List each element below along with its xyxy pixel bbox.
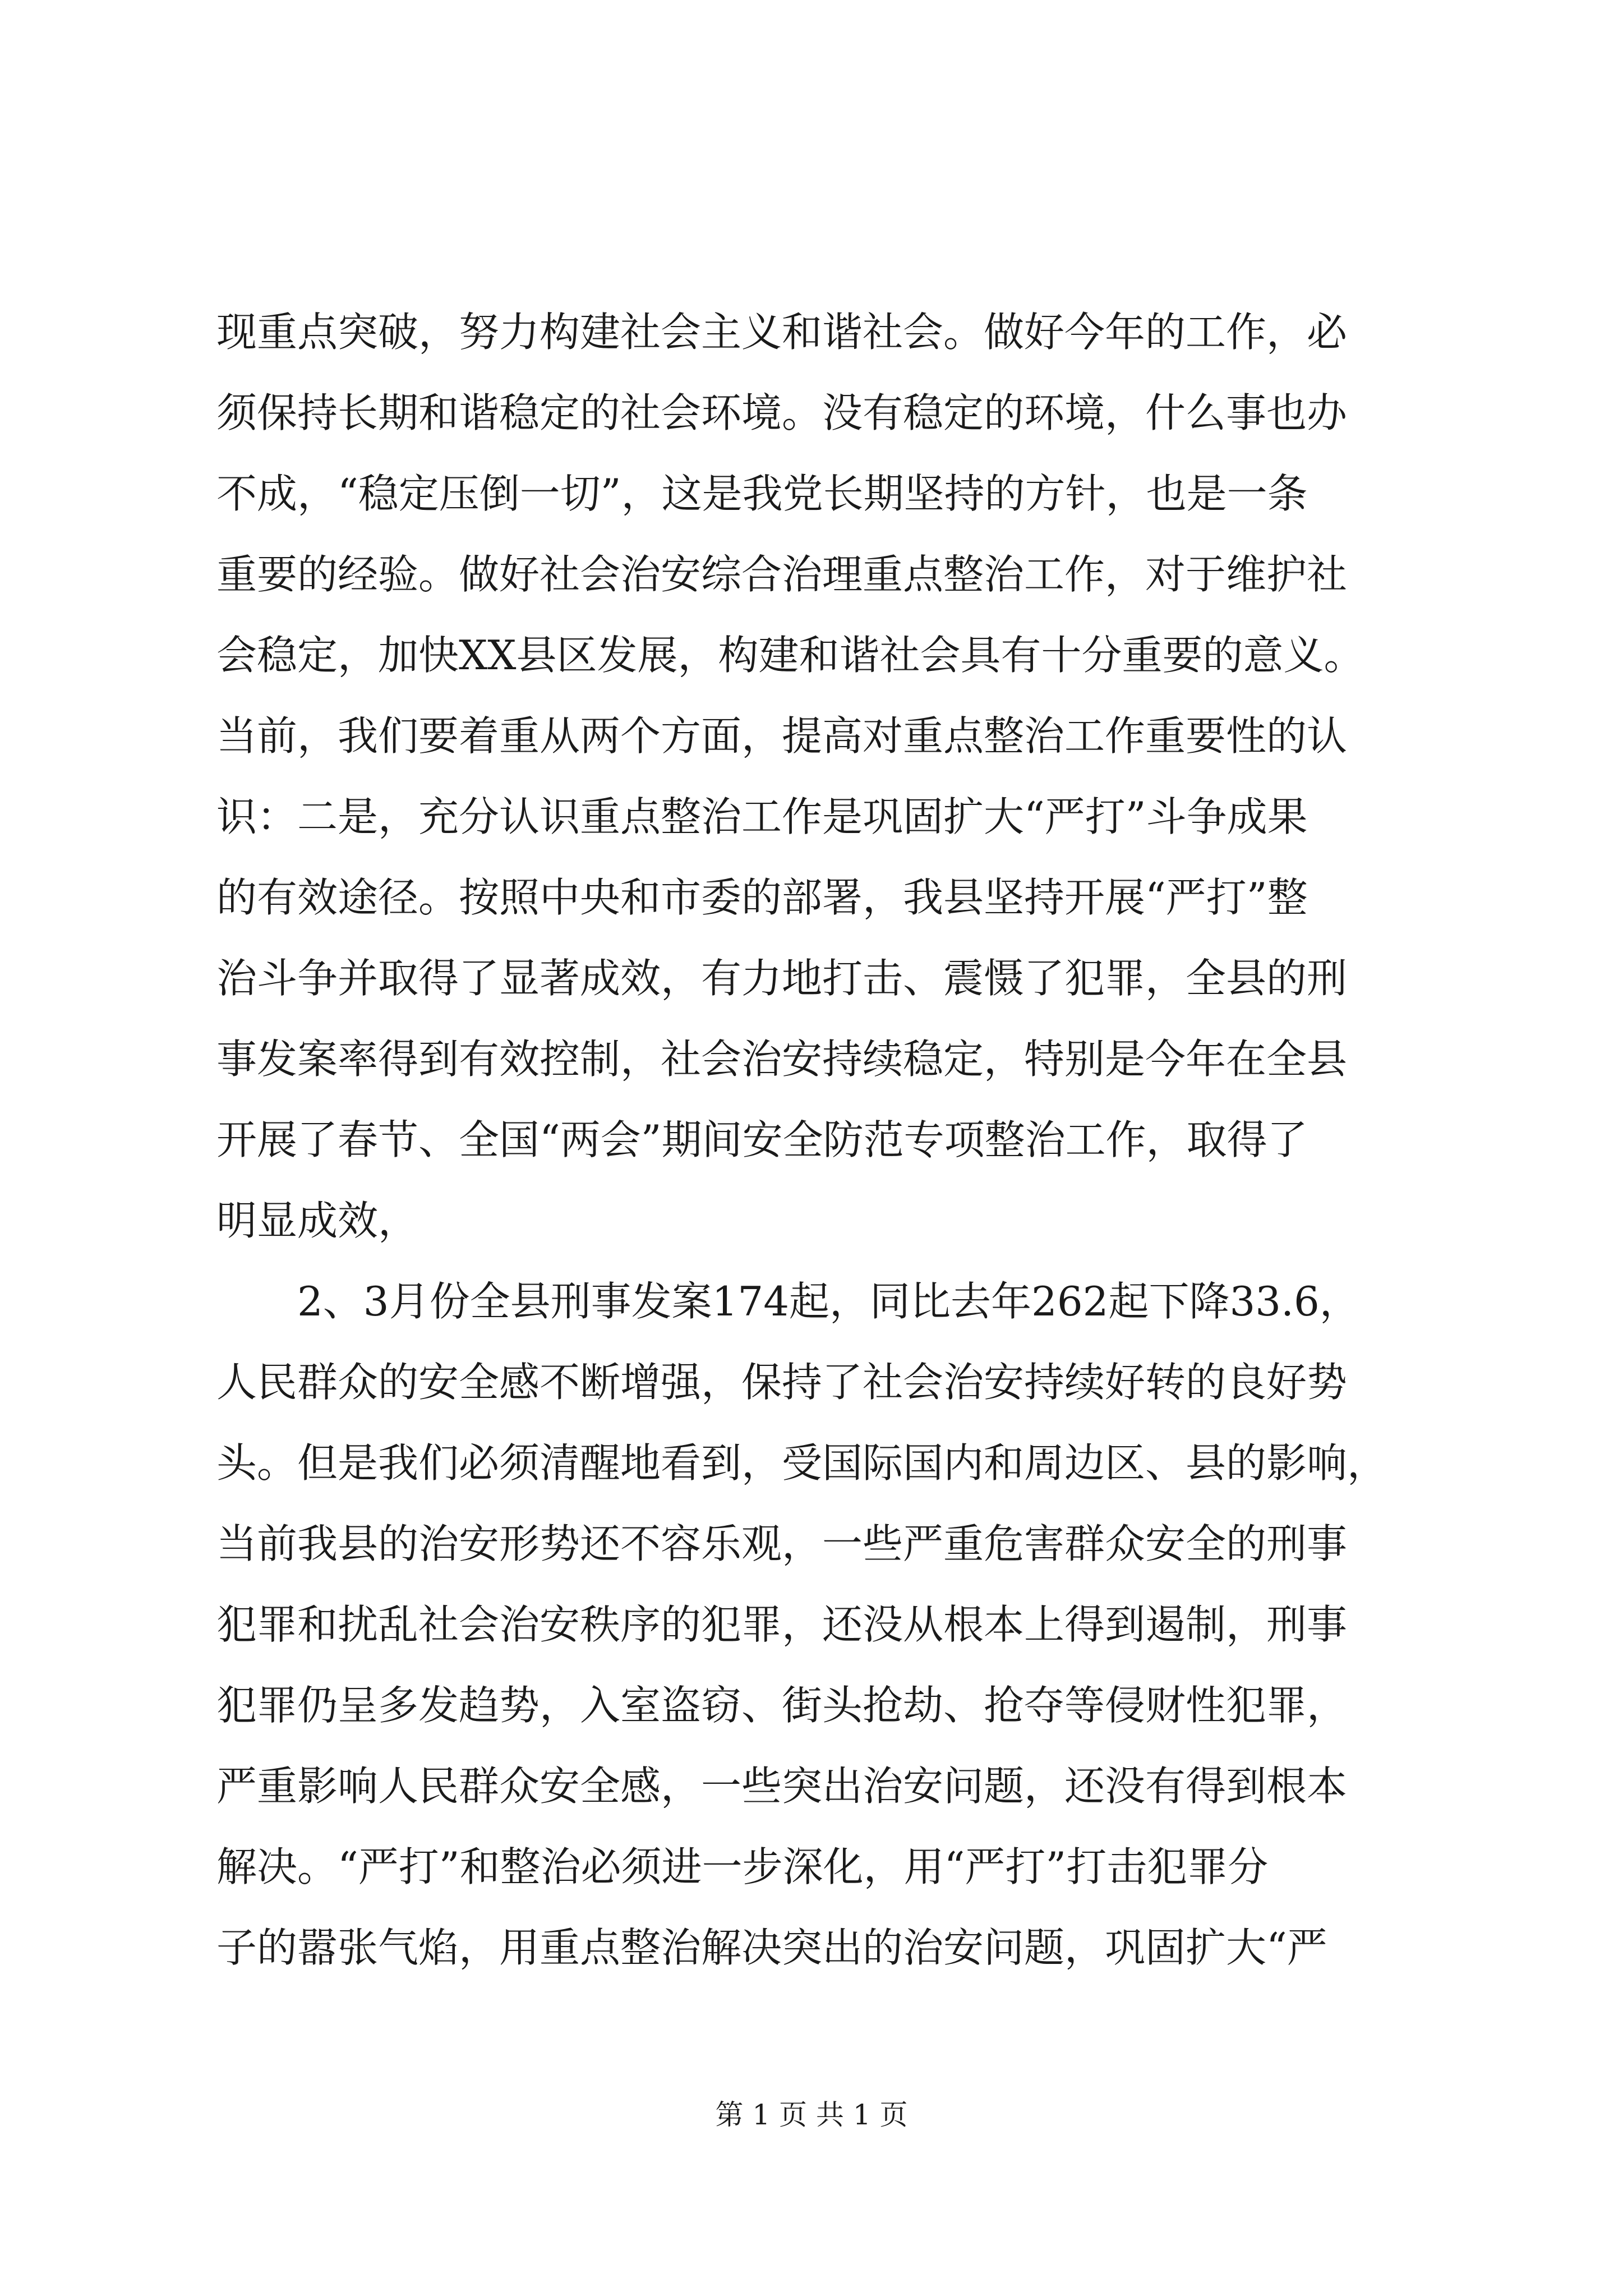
- text-line: 犯罪和扰乱社会治安秩序的犯罪，还没从根本上得到遏制，刑事: [216, 1601, 1348, 1648]
- text-line: 明显成效，: [216, 1197, 419, 1244]
- text-line: 事发案率得到有效控制，社会治安持续稳定，特别是今年在全县: [216, 1036, 1348, 1083]
- text-line: 子的嚣张气焰，用重点整治解决突出的治安问题，巩固扩大“严: [216, 1924, 1327, 1971]
- page-footer: 第 1 页 共 1 页: [715, 2099, 908, 2131]
- text-line: 人民群众的安全感不断增强，保持了社会治安持续好转的良好势: [216, 1359, 1348, 1406]
- text-line: 不成，“稳定压倒一切”，这是我党长期坚持的方针，也是一条: [216, 470, 1308, 517]
- text-line: 当前，我们要着重从两个方面，提高对重点整治工作重要性的认: [216, 712, 1348, 760]
- text-line: 重要的经验。做好社会治安综合治理重点整治工作，对于维护社: [216, 551, 1348, 598]
- text-line: 当前我县的治安形势还不容乐观，一些严重危害群众安全的刑事: [216, 1520, 1348, 1567]
- text-line: 开展了春节、全国“两会”期间安全防范专项整治工作，取得了: [216, 1116, 1308, 1163]
- text-line: 识：二是，充分认识重点整治工作是巩固扩大“严打”斗争成果: [216, 793, 1308, 840]
- text-line: 会稳定，加快XX县区发展，构建和谐社会具有十分重要的意义。: [216, 632, 1364, 679]
- text-line: 的有效途径。按照中央和市委的部署，我县坚持开展“严打”整: [216, 874, 1308, 921]
- text-line: 犯罪仍呈多发趋势，入室盗窃、街头抢劫、抢夺等侵财性犯罪，: [216, 1682, 1348, 1729]
- text-line: 解决。“严打”和整治必须进一步深化，用“严打”打击犯罪分: [216, 1843, 1269, 1890]
- text-line: 须保持长期和谐稳定的社会环境。没有稳定的环境，什么事也办: [216, 389, 1348, 436]
- text-line: 现重点突破，努力构建社会主义和谐社会。做好今年的工作，必: [216, 309, 1348, 356]
- body-text: [216, 292, 1422, 1988]
- text-line: 严重影响人民群众安全感，一些突出治安问题，还没有得到根本: [216, 1763, 1348, 1810]
- text-line: 治斗争并取得了显著成效，有力地打击、震慑了犯罪，全县的刑: [216, 955, 1348, 1002]
- text-line: 头。但是我们必须清醒地看到，受国际国内和周边区、县的影响，: [216, 1439, 1388, 1487]
- paragraph-start-line: 2、3月份全县刑事发案174起，同比去年262起下降33.6，: [297, 1278, 1360, 1325]
